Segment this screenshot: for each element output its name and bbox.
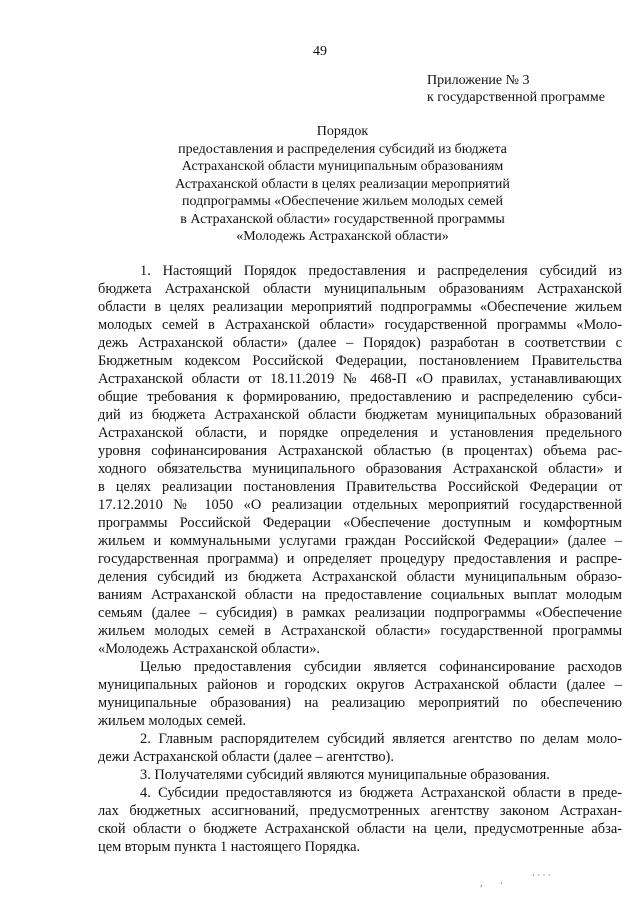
paragraph-line: муниципальных районов и городских округов Астраханской области (далее – [98,677,622,693]
paragraph-line: муниципальные образования) на реализацию мероприятий по обеспечению [98,695,622,711]
paragraph-line: программы Российской Федерации «Обеспечение доступным и комфортным [98,515,622,531]
body-paragraph [98,262,622,658]
document-title [100,123,585,246]
appendix-block [427,72,605,106]
paragraph-line: 1. Настоящий Порядок предоставления и распределения субсидий из [140,263,622,279]
paragraph-line: дежь Астраханской области» (далее – Порядок) разработан в соответствии с [98,335,622,351]
title-line: предоставления и распределения субсидий из бюджета [178,141,507,157]
paragraph-line: Астраханской области, и порядке определения и установления предельного [98,425,622,441]
paragraph-line: государственная программа) и определяет процедуру предоставления и распре- [98,551,622,567]
title-line: Астраханской области в целях реализации мероприятий [175,176,510,192]
paragraph-line: 4. Субсидии предоставляются из бюджета Астраханской области в преде- [140,785,622,801]
scan-speck: · [500,878,503,888]
paragraph-line: 3. Получателями субсидий являются муниципальные образования. [140,767,550,783]
title-line: подпрограммы «Обеспечение жильем молодых семей [182,194,503,209]
paragraph-line: общие требования к формированию, предоставлению и распределению субси- [98,389,622,405]
scan-speck: , [480,878,483,888]
paragraph-line: молодых семей в Астраханской области» государственной программы «Моло- [98,317,622,333]
paragraph-line: ваниям Астраханской области на предоставление социальных выплат молодым [98,587,622,603]
paragraph-line: семьям (далее – субсидия) в рамках реализации подпрограммы «Обеспечение [98,605,622,621]
paragraph-line: в целях реализации постановления Правительства Российской Федерации от [98,479,622,495]
paragraph-line: ходного обязательства муниципального образования Астраханской области» и [98,461,622,477]
document-body [98,262,622,856]
body-paragraph [98,730,622,766]
paragraph-line: уровня софинансирования Астраханской областью (в процентах) объема рас- [98,443,622,459]
scan-speck: · · · · [532,870,551,880]
paragraph-line: ской области о бюджете Астраханской области на цели, предусмотренные абза- [98,821,622,837]
body-paragraph [98,658,622,730]
paragraph-line: «Молодежь Астраханской области». [98,641,321,657]
paragraph-line: 17.12.2010 № 1050 «О реализации отдельных мероприятий государственной [98,497,622,513]
paragraph-line: жильем молодых семей. [98,713,247,729]
paragraph-line: Целью предоставления субсидии является софинансирование расходов [140,659,622,675]
appendix-line: Приложение № 3 [427,73,530,88]
title-line: Астраханской области муниципальным образованиям [181,159,504,174]
paragraph-line: дежи Астраханской области (далее – агентство). [98,749,394,765]
paragraph-line: жильем и коммунальными услугами граждан Российской Федерации» (далее – [98,533,622,549]
title-line: «Молодежь Астраханской области» [236,229,449,244]
paragraph-line: жильем молодых семей в Астраханской области» государственной программы [98,623,622,639]
paragraph-line: области в целях реализации мероприятий подпрограммы «Обеспечение жильем [98,299,622,315]
appendix-line: к государственной программе [427,90,605,105]
paragraph-line: дий из бюджета Астраханской области бюджетам муниципальных образований [98,407,622,423]
paragraph-line: 2. Главным распорядителем субсидий является агентство по делам моло- [140,731,622,747]
paragraph-line: Бюджетным кодексом Российской Федерации, постановлением Правительства [98,353,622,369]
page-number: 49 [313,44,327,59]
paragraph-line: деления субсидий из бюджета Астраханской области муниципальным образо- [98,569,622,585]
paragraph-line: лах бюджетных ассигнований, предусмотренных агентству законом Астрахан- [98,803,622,819]
paragraph-line: Астраханской области от 18.11.2019 № 468-П «О правилах, устанавливающих [98,371,622,387]
paragraph-line: бюджета Астраханской области муниципальным образованиям Астраханской [98,281,622,297]
title-line: в Астраханской области» государственной программы [180,211,505,227]
paragraph-line: цем вторым пункта 1 настоящего Порядка. [98,839,361,855]
title-line: Порядок [316,124,369,139]
body-paragraph [98,784,622,856]
body-paragraph [98,766,622,784]
